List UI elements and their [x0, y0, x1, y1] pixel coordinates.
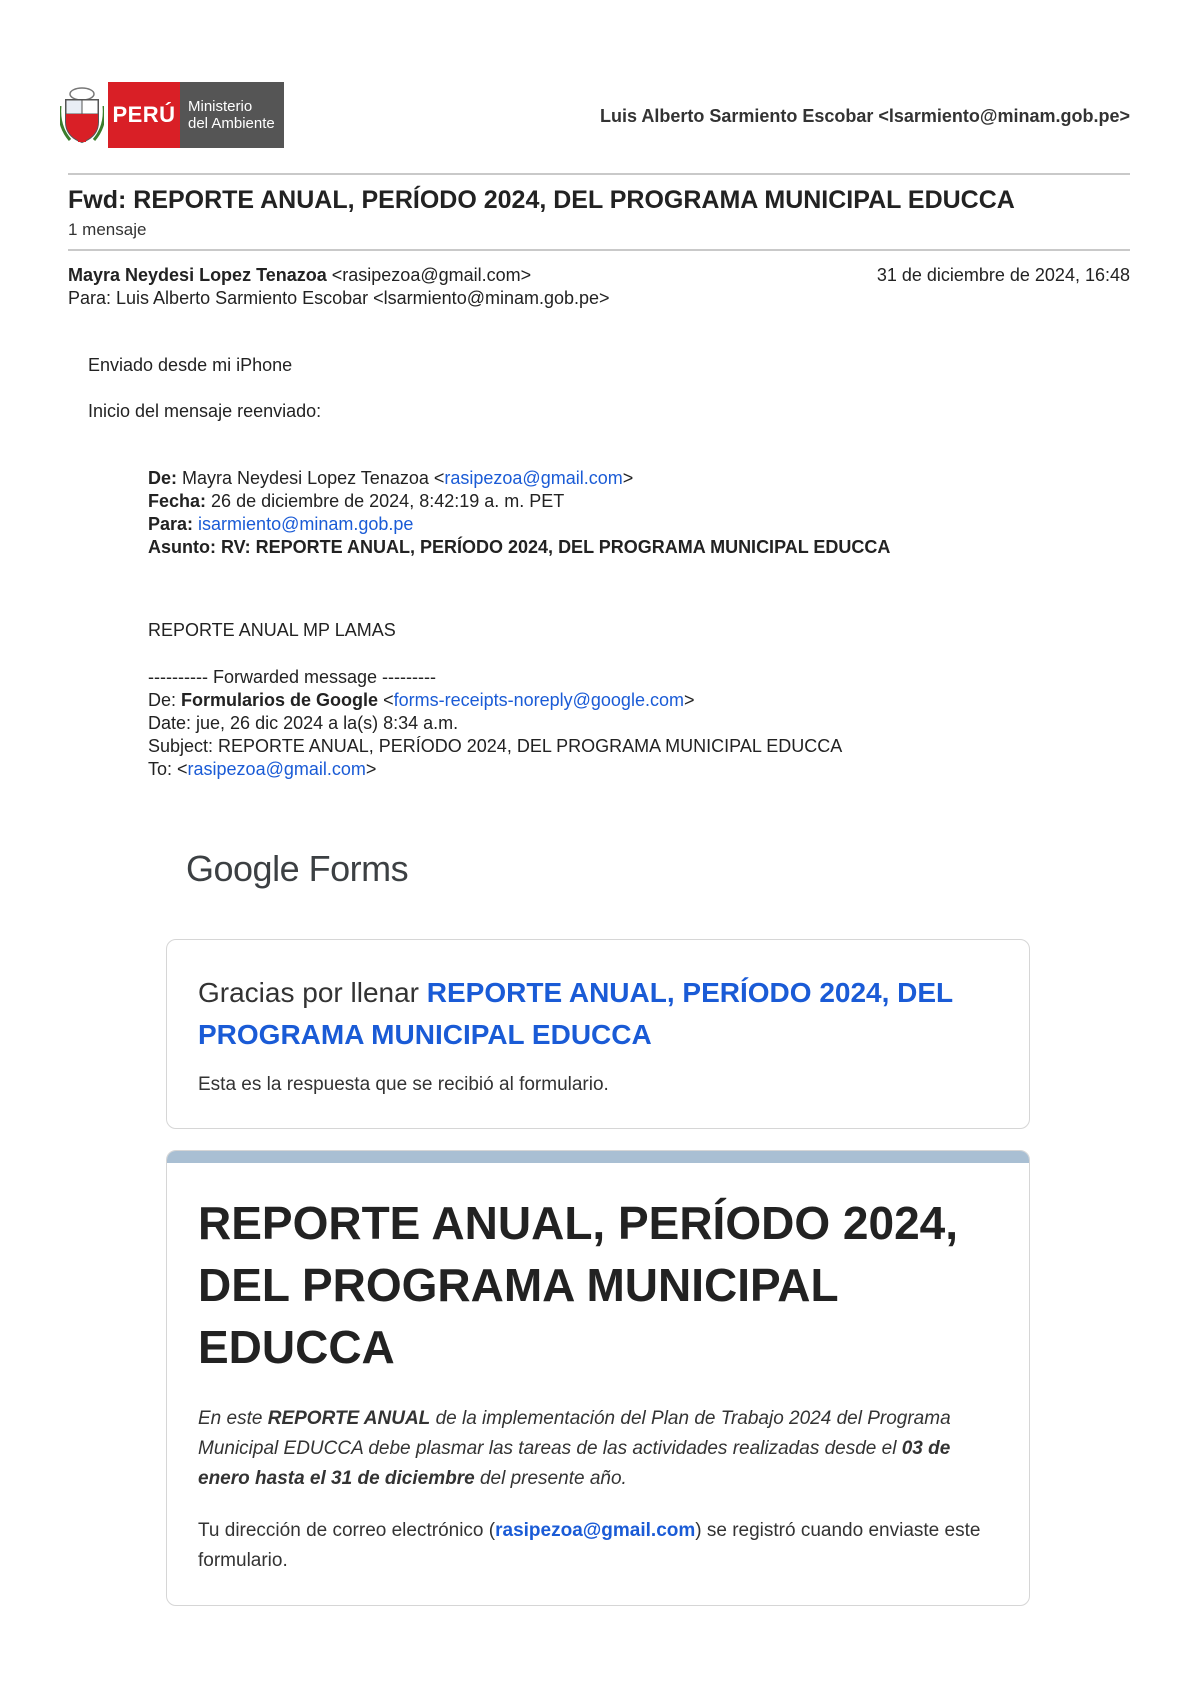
sent-from: Enviado desde mi iPhone: [88, 355, 293, 375]
minam-logo: [60, 82, 284, 148]
form-title-link[interactable]: REPORTE ANUAL, PERÍODO 2024, DEL PROGRAMA MUNICIPAL EDUCCA: [198, 977, 953, 1050]
note: REPORTE ANUAL MP LAMAS: [148, 620, 396, 640]
message-date: 31 de diciembre de 2024, 16:48: [876, 265, 1130, 285]
gfwd-to-row: To: <rasipezoa@gmail.com>: [148, 759, 377, 779]
respondent-email-link[interactable]: rasipezoa@gmail.com: [495, 1520, 696, 1541]
form-title: REPORTE ANUAL, PERÍODO 2024, DEL PROGRAMA MUNICIPAL EDUCCA: [198, 1197, 959, 1373]
received-note: Esta es la respuesta que se recibió al formulario.: [198, 1074, 609, 1095]
sender-name: Mayra Neydesi Lopez Tenazoa: [68, 265, 327, 285]
forward-intro: Inicio del mensaje reenviado:: [88, 401, 322, 421]
fwd-subject-row: Asunto: RV: REPORTE ANUAL, PERÍODO 2024, DEL PROGRAMA MUNICIPAL EDUCCA: [148, 537, 891, 557]
forward-separator: ---------- Forwarded message ---------: [148, 667, 436, 687]
fwd-date-row: Fecha: 26 de diciembre de 2024, 8:42:19 a. m. PET: [148, 491, 565, 511]
form-description: En este REPORTE ANUAL de la implementación del Plan de Trabajo 2024 del Programa Municipal EDUCCA debe plasmar las tareas de las actividades realizadas desde el 03 de enero hasta el 31 de diciembre del presente año.: [198, 1408, 951, 1489]
fwd-from-row: De: Mayra Neydesi Lopez Tenazoa <rasipezoa@gmail.com>: [148, 468, 634, 488]
thread-subject: Fwd: REPORTE ANUAL, PERÍODO 2024, DEL PROGRAMA MUNICIPAL EDUCCA: [68, 186, 1015, 214]
gfwd-subject: Subject: REPORTE ANUAL, PERÍODO 2024, DEL PROGRAMA MUNICIPAL EDUCCA: [148, 736, 843, 756]
gfwd-from-row: De: Formularios de Google <forms-receipts-noreply@google.com>: [148, 690, 695, 710]
fwd-to-email-link[interactable]: isarmiento@minam.gob.pe: [198, 514, 414, 534]
divider: [68, 173, 1130, 175]
sender-email: <rasipezoa@gmail.com>: [331, 265, 532, 285]
google-forward-headers: [148, 666, 842, 781]
coat-of-arms-icon: [60, 84, 104, 146]
gfwd-to-email-link[interactable]: rasipezoa@gmail.com: [187, 759, 366, 779]
account-owner: Luis Alberto Sarmiento Escobar <lsarmiento@minam.gob.pe>: [599, 106, 1130, 126]
logo-ministry: Ministerio del Ambiente: [180, 82, 284, 148]
divider: [68, 249, 1130, 251]
fwd-from-email-link[interactable]: rasipezoa@gmail.com: [444, 468, 623, 488]
gfwd-date: Date: jue, 26 dic 2024 a la(s) 8:34 a.m.: [148, 713, 459, 733]
thanks-heading: Gracias por llenar REPORTE ANUAL, PERÍODO 2024, DEL PROGRAMA MUNICIPAL EDUCCA: [198, 977, 953, 1050]
message-count: 1 mensaje: [68, 220, 147, 239]
message-sender: [68, 265, 531, 286]
gfwd-from-email-link[interactable]: forms-receipts-noreply@google.com: [393, 690, 684, 710]
email-notice: Tu dirección de correo electrónico (rasipezoa@gmail.com) se registró cuando enviaste este formulario.: [198, 1520, 981, 1571]
fwd-to-row: Para: isarmiento@minam.gob.pe: [148, 514, 414, 534]
message-recipient: Para: Luis Alberto Sarmiento Escobar <lsarmiento@minam.gob.pe>: [68, 288, 610, 308]
google-forms-logo: Google Forms: [186, 848, 409, 889]
logo-peru: PERÚ: [108, 82, 180, 148]
forwarded-headers: [148, 467, 890, 559]
card-accent-bar: [167, 1151, 1029, 1163]
